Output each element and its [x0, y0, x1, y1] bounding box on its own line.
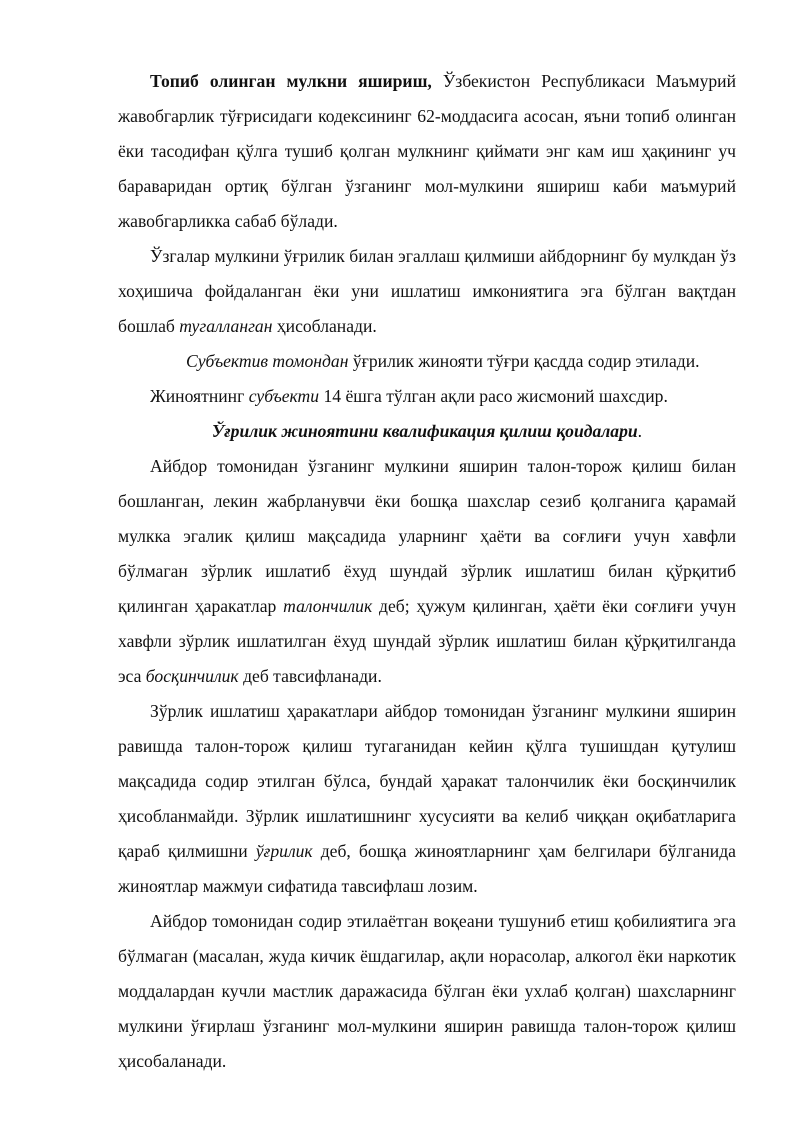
paragraph-subject: [118, 379, 736, 414]
paragraph-text: Айбдор томонидан содир этилаётган воқеани тушуниб етиш қобилиятига эга бўлмаган (масалан, жуда кичик ёшдагилар, ақли норасолар, алкогол ёки наркотик моддалардан кучли мастлик даражасида бўлган ёки ухлаб қолган) шахсларнинг мулкини ўғирлаш ўзганинг мол-мулкини яширин равишда талон-торож қилиш ҳисобаланади.: [118, 911, 736, 1071]
paragraph-subjective: [118, 344, 736, 379]
term-italic: тугалланган: [179, 316, 273, 336]
heading-text: Ўғрилик жиноятини квалификация қилиш қоидалари: [211, 421, 638, 441]
heading-dot: .: [637, 421, 643, 441]
paragraph-text: 14 ёшга тўлган ақли расо жисмоний шахсдир.: [319, 386, 668, 406]
paragraph-text: ҳисобланади.: [272, 316, 377, 336]
term-italic: талончилик: [283, 596, 373, 616]
paragraph-text: ўғрилик жинояти тўғри қасдда содир этилади.: [348, 351, 700, 371]
paragraph-text: деб тавсифланади.: [238, 666, 382, 686]
section-heading: [118, 414, 736, 449]
paragraph-violence: [118, 694, 736, 904]
paragraph-text: деб; ҳужум қилинган, ҳаёти ёки соғлиғи учун хавфли зўрлик ишлатилган ёхуд шундай зўрлик ишлатиш билан қўрқитилганда эса: [118, 596, 736, 686]
paragraph-text: Ўзбекистон Республикаси Маъмурий жавобгарлик тўғрисидаги кодексининг 62-моддасига асосан, яъни топиб олинган ёки тасодифан қўлга тушиб қолган мулкнинг қиймати энг кам иш ҳақининг уч бараваридан ортиқ бўлган ўзганинг мол-мулкини яшириш каби маъмурий жавобгарликка сабаб бўлади.: [118, 71, 736, 231]
term-italic: босқинчилик: [145, 666, 239, 686]
paragraph-text: Айбдор томонидан ўзганинг мулкини яширин талон-торож қилиш билан бошланган, лекин жабрланувчи ёки бошқа шахслар сезиб қолганига қарамай мулкка эгалик қилиш мақсадида уларнинг ҳаёти ва соғлиғи учун хавфли бўлмаган зўрлик ишлатиб ёхуд шундай зўрлик ишлатиш билан қўрқитиб қилинган ҳаракатлар: [118, 456, 736, 616]
paragraph-concealment: [118, 64, 736, 239]
paragraph-text: Зўрлик ишлатиш ҳаракатлари айбдор томонидан ўзганинг мулкини яширин равишда талон-торож қилиш тугаганидан кейин қўлга тушишдан қутулиш мақсадида содир этилган бўлса, бундай ҳаракат талончилик ёки босқинчилик ҳисобланмайди. Зўрлик ишлатишнинг хусусияти ва келиб чиққан оқибатларига қараб қилмишни: [118, 701, 736, 861]
paragraph-text: Ўзгалар мулкини ўғрилик билан эгаллаш қилмиши айбдорнинг бу мулкдан ўз хоҳишича фойдаланган ёки уни ишлатиш имкониятига эга бўлган вақтдан бошлаб: [118, 246, 736, 336]
paragraph-completion: [118, 239, 736, 344]
paragraph-text: деб, бошқа жиноятларнинг ҳам белгилари бўлганида жиноятлар мажмуи сифатида тавсифлаш лозим.: [118, 841, 736, 896]
term-italic: ўғрилик: [255, 841, 313, 861]
paragraph-text: Жиноятнинг: [150, 386, 249, 406]
paragraph-robbery: [118, 449, 736, 694]
term-italic: субъекти: [248, 386, 320, 406]
term-bold: Топиб олинган мулкни яшириш,: [150, 71, 432, 91]
term-italic: Субъектив томондан: [186, 351, 349, 371]
paragraph-incapable-victims: [118, 904, 736, 1079]
